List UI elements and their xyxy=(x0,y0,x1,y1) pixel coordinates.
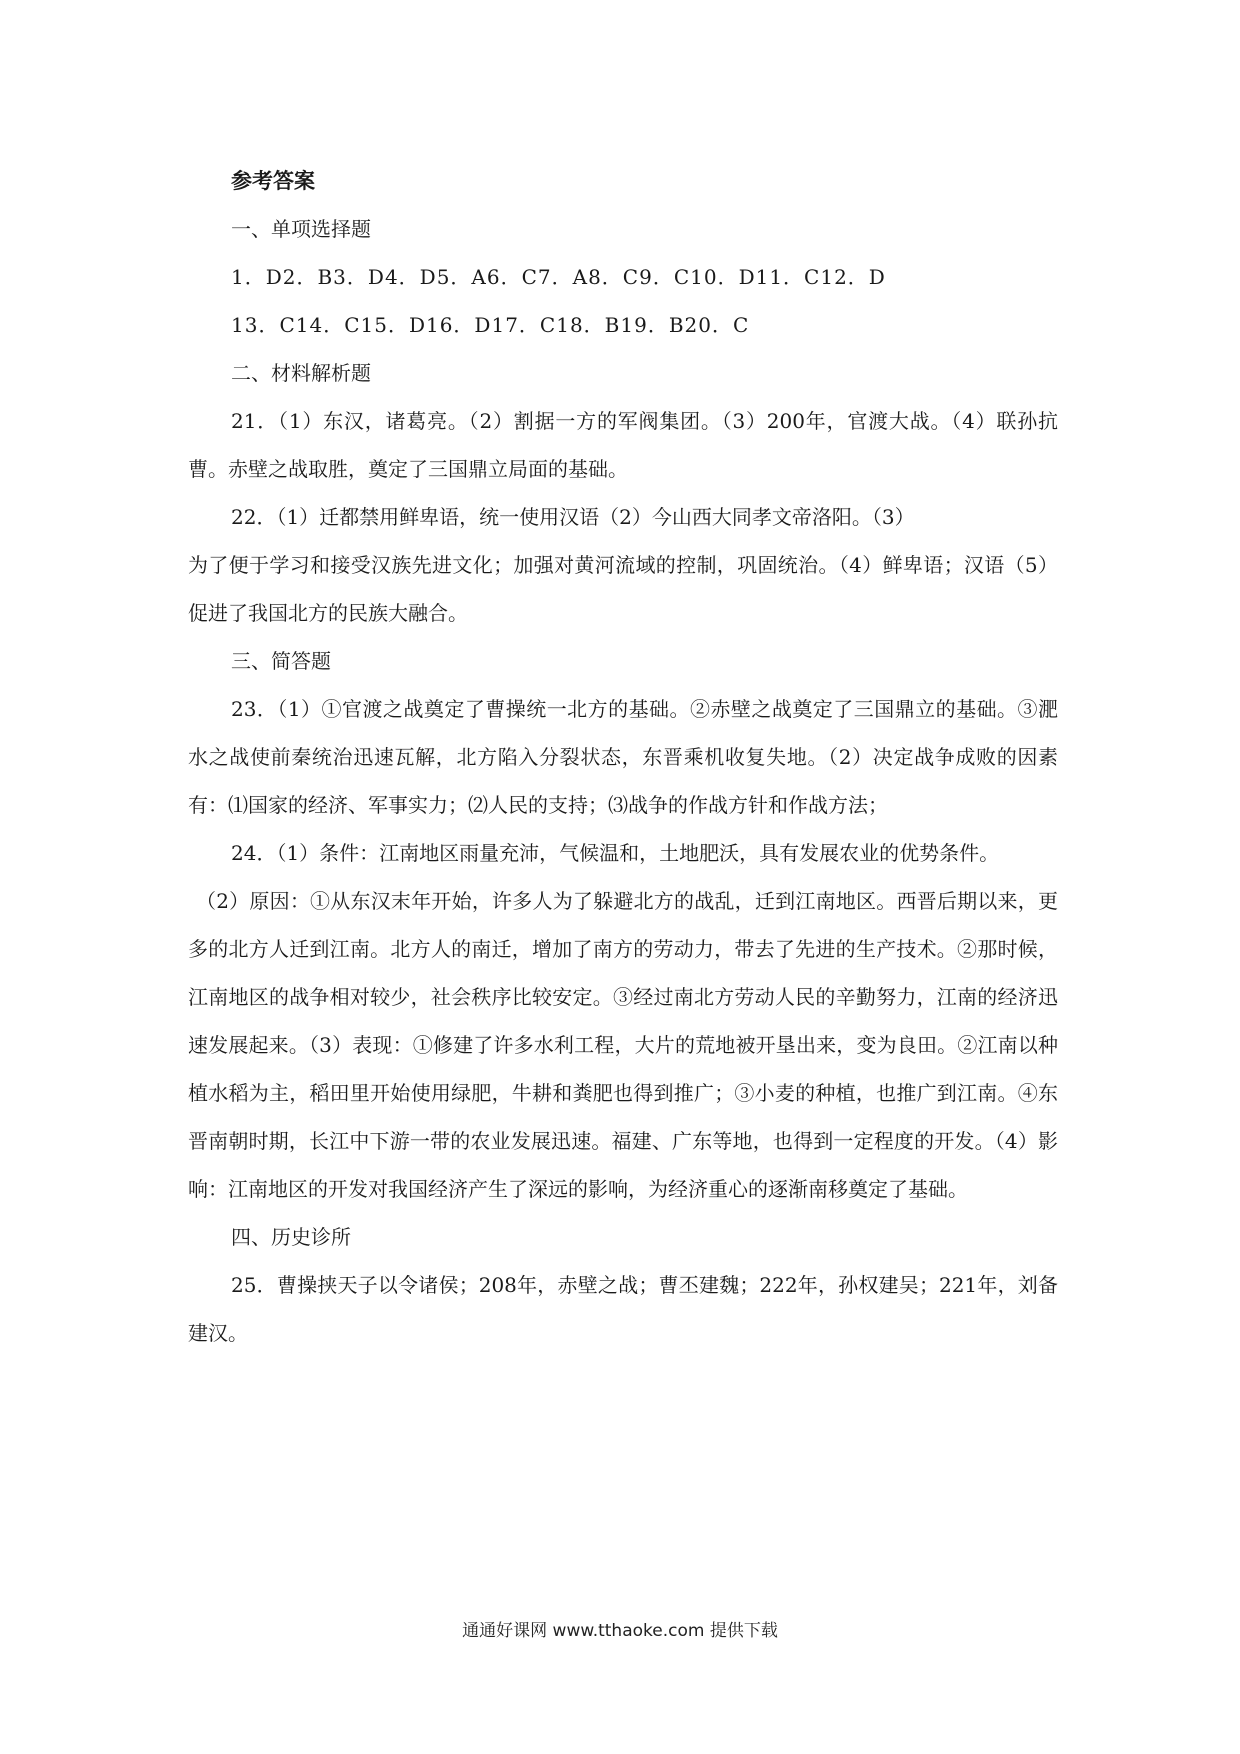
section-heading-short-answer: 三、简答题 xyxy=(231,649,331,673)
section-heading-material-analysis: 二、材料解析题 xyxy=(231,361,371,385)
answer-q24-part2: （2）原因：①从东汉末年开始，许多人为了躲避北方的战乱，迁到江南地区。西晋后期以来，更多的北方人迁到江南。北方人的南迁，增加了南方的劳动力，带去了先进的生产技术。②那时候，江南地区的战争相对较少，社会秩序比较安定。③经过南北方劳动人民的辛勤努力，江南的经济迅速发展起来。（3）表现：①修建了许多水利工程，大片的荒地被开垦出来，变为良田。②江南以种植水稻为主，稻田里开始使用绿肥，牛耕和粪肥也得到推广；③小麦的种植，也推广到江南。④东晋南朝时期，长江中下游一带的农业发展迅速。福建、广东等地，也得到一定程度的开发。（4）影响：江南地区的开发对我国经济产生了深远的影响，为经济重心的逐渐南移奠定了基础。 xyxy=(188,889,1058,1201)
answer-q25: 25．曹操挟天子以令诸侯；208年，赤壁之战；曹丕建魏；222年，孙权建吴；221年，刘备建汉。 xyxy=(188,1273,1058,1345)
choice-answers-line-1: 1．D2．B3．D4．D5．A6．C7．A8．C9．C10．D11．C12．D xyxy=(231,265,886,289)
answer-q22-part1: 22．（1）迁都禁用鲜卑语，统一使用汉语（2）今山西大同孝文帝洛阳。（3） xyxy=(231,505,915,529)
answer-content xyxy=(188,157,1058,1357)
section-heading-history-clinic: 四、历史诊所 xyxy=(231,1225,351,1249)
page-title: 参考答案 xyxy=(231,169,315,193)
answer-q23: 23．（1）①官渡之战奠定了曹操统一北方的基础。②赤壁之战奠定了三国鼎立的基础。③淝水之战使前秦统治迅速瓦解，北方陷入分裂状态，东晋乘机收复失地。（2）决定战争成败的因素有：⑴国家的经济、军事实力；⑵人民的支持；⑶战争的作战方针和作战方法； xyxy=(188,697,1058,817)
answer-q22-part2: 为了便于学习和接受汉族先进文化；加强对黄河流域的控制，巩固统治。（4）鲜卑语；汉语（5）促进了我国北方的民族大融合。 xyxy=(188,553,1058,625)
choice-answers-line-2: 13．C14．C15．D16．D17．C18．B19．B20．C xyxy=(231,313,750,337)
page-footer: 通通好课网 www.tthaoke.com 提供下载 xyxy=(462,1621,778,1641)
answer-q21: 21．（1）东汉，诸葛亮。（2）割据一方的军阀集团。（3）200年，官渡大战。（4）联孙抗曹。赤壁之战取胜，奠定了三国鼎立局面的基础。 xyxy=(188,409,1058,481)
section-heading-single-choice: 一、单项选择题 xyxy=(231,217,371,241)
answer-q24-part1: 24．（1）条件：江南地区雨量充沛，气候温和，土地肥沃，具有发展农业的优势条件。 xyxy=(231,841,1000,865)
